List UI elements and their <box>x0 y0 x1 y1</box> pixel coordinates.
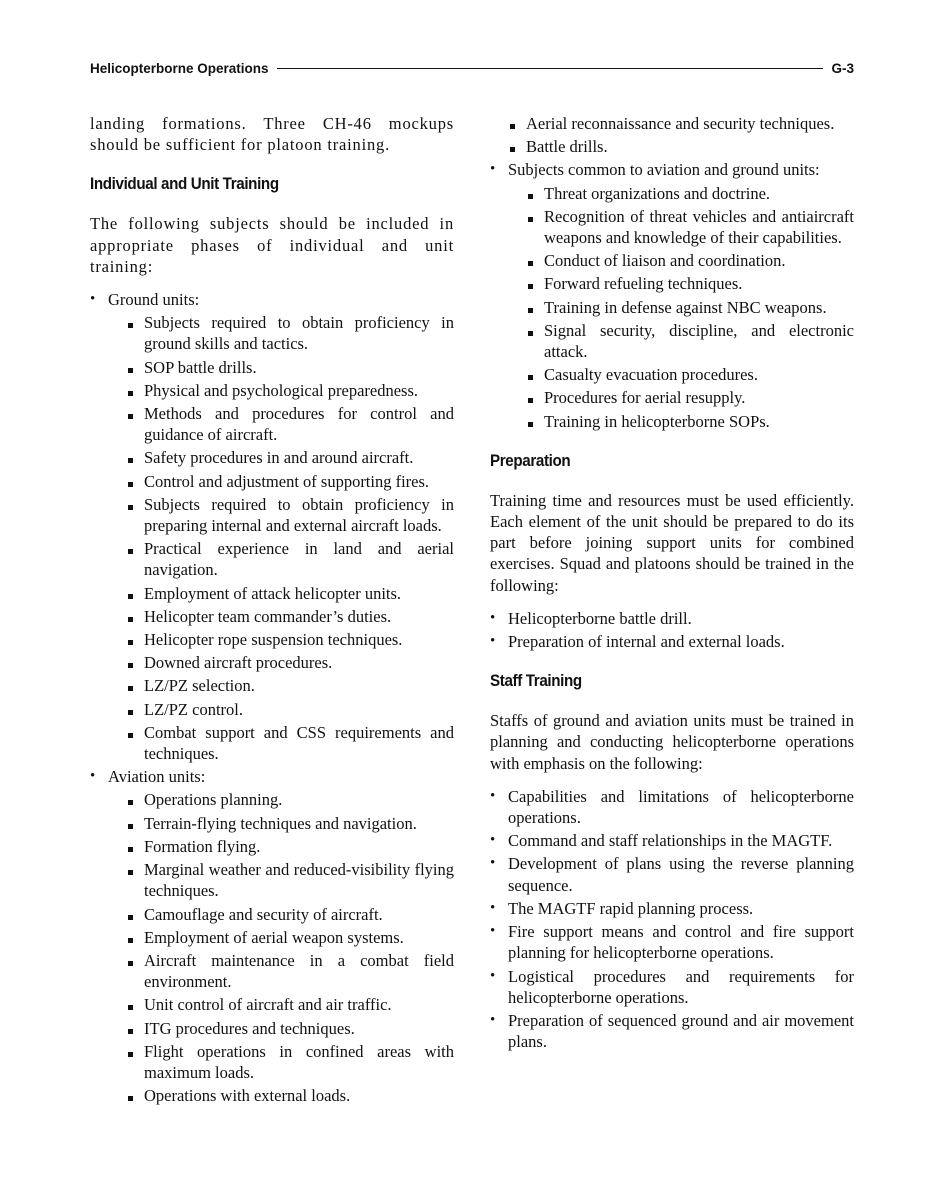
intro-paragraph: landing formations. Three CH-46 mockups should be sufficient for platoon training. <box>90 114 454 155</box>
list-item: Practical experience in land and aerial navigation. <box>126 538 454 580</box>
training-list <box>90 289 454 1106</box>
common-subjects-sublist <box>508 183 854 432</box>
aviation-units-sublist-continued <box>490 113 854 157</box>
list-item: Unit control of aircraft and air traffic. <box>126 994 454 1015</box>
list-item: SOP battle drills. <box>126 357 454 378</box>
preparation-paragraph: Training time and resources must be used efficiently. Each element of the unit should be prepared to do its part before joining support units for combined exercises. Squad and platoons should be trained in the following: <box>490 490 854 595</box>
list-item: • Fire support means and control and fire support planning for helicopterborne operations. <box>490 921 854 963</box>
list-item: Aircraft maintenance in a combat field environment. <box>126 950 454 992</box>
list-item: Camouflage and security of aircraft. <box>126 904 454 925</box>
list-item: Procedures for aerial resupply. <box>526 387 854 408</box>
section-heading-individual-unit-training: Individual and Unit Training <box>90 175 279 194</box>
list-item: • Preparation of internal and external loads. <box>490 631 854 652</box>
list-item: • Development of plans using the reverse planning sequence. <box>490 853 854 895</box>
list-item: Battle drills. <box>508 136 854 157</box>
list-item: Casualty evacuation procedures. <box>526 364 854 385</box>
list-item: Training in defense against NBC weapons. <box>526 297 854 318</box>
list-item: LZ/PZ control. <box>126 699 454 720</box>
list-item: Operations with external loads. <box>126 1085 454 1106</box>
running-header <box>90 58 854 78</box>
list-item: Methods and procedures for control and guidance of aircraft. <box>126 403 454 445</box>
common-subjects-label: Subjects common to aviation and ground units: <box>508 160 820 180</box>
section-paragraph: The following subjects should be included in appropriate phases of individual and unit training: <box>90 214 454 276</box>
ground-units-label: Ground units: <box>108 290 200 310</box>
list-item: Employment of attack helicopter units. <box>126 583 454 604</box>
list-item: • Preparation of sequenced ground and air movement plans. <box>490 1010 854 1052</box>
list-item: Training in helicopterborne SOPs. <box>526 411 854 432</box>
header-rule <box>277 68 824 69</box>
preparation-list <box>490 608 854 652</box>
left-column <box>90 113 454 1106</box>
list-item: Recognition of threat vehicles and antiaircraft weapons and knowledge of their capabilities. <box>526 206 854 248</box>
list-item: Terrain-flying techniques and navigation. <box>126 813 454 834</box>
ground-units-sublist <box>108 312 454 764</box>
list-item: Physical and psychological preparedness. <box>126 380 454 401</box>
list-item: Formation flying. <box>126 836 454 857</box>
list-item-aviation-units <box>90 766 454 1106</box>
list-item: Combat support and CSS requirements and techniques. <box>126 722 454 764</box>
list-item: Signal security, discipline, and electronic attack. <box>526 320 854 362</box>
section-heading-preparation: Preparation <box>490 451 571 470</box>
list-item: Forward refueling techniques. <box>526 273 854 294</box>
list-item: Flight operations in confined areas with maximum loads. <box>126 1041 454 1083</box>
section-heading-staff-training: Staff Training <box>490 672 582 691</box>
list-item-ground-units <box>90 289 454 764</box>
list-item: Control and adjustment of supporting fires. <box>126 471 454 492</box>
aviation-units-label: Aviation units: <box>108 767 206 787</box>
list-item: • Logistical procedures and requirements for helicopterborne operations. <box>490 966 854 1008</box>
list-item: Aerial reconnaissance and security techniques. <box>508 113 854 134</box>
list-item: ITG procedures and techniques. <box>126 1018 454 1039</box>
list-item: Operations planning. <box>126 789 454 810</box>
list-item-common-subjects <box>490 159 854 431</box>
staff-training-list <box>490 786 854 1052</box>
list-item: • The MAGTF rapid planning process. <box>490 898 854 919</box>
list-item: Marginal weather and reduced-visibility flying techniques. <box>126 859 454 901</box>
list-item: Subjects required to obtain proficiency in ground skills and tactics. <box>126 312 454 354</box>
list-item: Safety procedures in and around aircraft. <box>126 447 454 468</box>
list-item: Subjects required to obtain proficiency in preparing internal and external aircraft loads. <box>126 494 454 536</box>
aviation-units-sublist <box>108 789 454 1106</box>
list-item: Helicopter team commander’s duties. <box>126 606 454 627</box>
list-item: Employment of aerial weapon systems. <box>126 927 454 948</box>
staff-training-paragraph: Staffs of ground and aviation units must be trained in planning and conducting helicopterborne operations with emphasis on the following: <box>490 711 854 773</box>
list-item: Conduct of liaison and coordination. <box>526 250 854 271</box>
list-item: Downed aircraft procedures. <box>126 652 454 673</box>
right-column <box>490 113 854 1052</box>
list-item: • Command and staff relationships in the MAGTF. <box>490 830 854 851</box>
list-item: • Capabilities and limitations of helicopterborne operations. <box>490 786 854 828</box>
common-subjects-list <box>490 159 854 431</box>
header-title: Helicopterborne Operations <box>90 60 269 76</box>
list-item: • Helicopterborne battle drill. <box>490 608 854 629</box>
list-item: Helicopter rope suspension techniques. <box>126 629 454 650</box>
list-item: LZ/PZ selection. <box>126 675 454 696</box>
page-number: G-3 <box>831 60 854 76</box>
list-item: Threat organizations and doctrine. <box>526 183 854 204</box>
